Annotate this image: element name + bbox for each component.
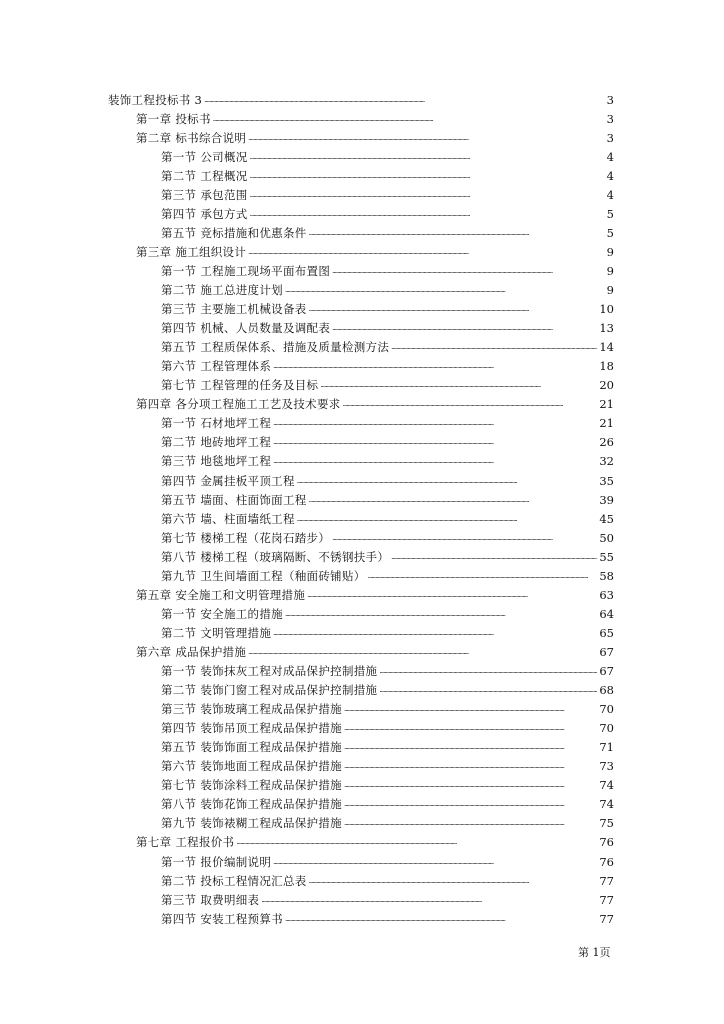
- toc-entry[interactable]: [161, 812, 614, 831]
- toc-dot-leader: [368, 569, 598, 583]
- toc-entry-page: 5: [606, 206, 614, 221]
- toc-entry-page: 10: [599, 302, 614, 317]
- toc-dot-leader: [273, 454, 597, 468]
- toc-dot-leader: [344, 740, 597, 754]
- toc-entry-page: 74: [599, 797, 614, 812]
- toc-entry-title: 第八节 装饰花饰工程成品保护措施: [161, 797, 342, 812]
- toc-entry[interactable]: [161, 355, 614, 374]
- toc-entry-page: 3: [606, 92, 614, 107]
- toc-dot-leader: [307, 588, 597, 602]
- toc-entry-page: 20: [599, 378, 614, 393]
- toc-dot-leader: [332, 321, 597, 335]
- toc-entry-title: 第四节 安装工程预算书: [161, 911, 283, 926]
- page-number-footer: 第 1页: [578, 946, 611, 959]
- toc-entry-page: 9: [606, 244, 614, 259]
- toc-entry[interactable]: [161, 298, 614, 317]
- toc-dot-leader: [297, 512, 598, 526]
- toc-entry[interactable]: [161, 545, 614, 564]
- toc-entry[interactable]: [161, 183, 614, 202]
- toc-dot-leader: [297, 474, 598, 488]
- toc-entry[interactable]: [161, 564, 614, 583]
- toc-entry[interactable]: [161, 907, 614, 926]
- toc-dot-leader: [261, 893, 597, 907]
- toc-dot-leader: [309, 226, 605, 240]
- toc-entry-title: 第四节 机械、人员数量及调配表: [161, 321, 331, 336]
- toc-entry[interactable]: [136, 583, 614, 602]
- toc-entry-title: 第一节 安全施工的措施: [161, 606, 283, 621]
- toc-entry-title: 第二章 标书综合说明: [136, 130, 247, 145]
- toc-entry-title: 第七节 楼梯工程（花岗石踏步）: [161, 530, 331, 545]
- toc-entry[interactable]: [136, 107, 614, 126]
- toc-entry[interactable]: [161, 755, 614, 774]
- toc-dot-leader: [248, 131, 605, 145]
- toc-dot-leader: [344, 702, 597, 716]
- toc-entry-page: 50: [599, 530, 614, 545]
- toc-entry[interactable]: [161, 698, 614, 717]
- toc-entry-title: 第三节 地毯地坪工程: [161, 454, 272, 469]
- toc-entry-title: 第三节 装饰玻璃工程成品保护措施: [161, 702, 342, 717]
- toc-entry-title: 第七节 装饰涂料工程成品保护措施: [161, 778, 342, 793]
- toc-entry-page: 3: [606, 111, 614, 126]
- toc-entry-page: 74: [599, 778, 614, 793]
- toc-entry-page: 68: [599, 683, 614, 698]
- toc-entry-title: 第三节 承包范围: [161, 187, 248, 202]
- toc-dot-leader: [391, 340, 597, 354]
- toc-entry-page: 4: [606, 149, 614, 164]
- toc-entry[interactable]: [161, 888, 614, 907]
- toc-entry-title: 第九节 卫生间墙面工程（釉面砖铺贴）: [161, 568, 366, 583]
- toc-entry-title: 第五节 墙面、柱面饰面工程: [161, 492, 307, 507]
- toc-entry-title: 第六节 装饰地面工程成品保护措施: [161, 759, 342, 774]
- toc-entry-page: 77: [599, 892, 614, 907]
- toc-entry[interactable]: [161, 259, 614, 278]
- toc-entry-page: 45: [599, 511, 614, 526]
- toc-entry-title: 第四节 金属挂板平顶工程: [161, 473, 295, 488]
- toc-entry-page: 14: [599, 340, 614, 355]
- toc-entry-title: 第四节 装饰吊顶工程成品保护措施: [161, 721, 342, 736]
- toc-entry-title: 第二节 装饰门窗工程对成品保护控制措施: [161, 683, 378, 698]
- toc-entry-page: 9: [606, 263, 614, 278]
- toc-dot-leader: [391, 550, 597, 564]
- toc-entry-title: 第三章 施工组织设计: [136, 244, 247, 259]
- toc-dot-leader: [213, 112, 605, 126]
- toc-entry[interactable]: [161, 717, 614, 736]
- toc-entry-title: 第七节 工程管理的任务及目标: [161, 378, 319, 393]
- toc-entry[interactable]: [161, 793, 614, 812]
- toc-entry-title: 第三节 取费明细表: [161, 892, 260, 907]
- toc-entry-title: 第一节 公司概况: [161, 149, 248, 164]
- toc-entry-page: 39: [599, 492, 614, 507]
- toc-entry[interactable]: [136, 393, 614, 412]
- toc-entry-page: 55: [599, 549, 614, 564]
- toc-entry-page: 13: [599, 321, 614, 336]
- toc-entry[interactable]: [161, 621, 614, 640]
- toc-entry-title: 第五节 装饰饰面工程成品保护措施: [161, 740, 342, 755]
- toc-entry[interactable]: [161, 145, 614, 164]
- toc-dot-leader: [344, 759, 597, 773]
- toc-dot-leader: [344, 797, 597, 811]
- toc-entry[interactable]: [161, 850, 614, 869]
- toc-dot-leader: [250, 188, 605, 202]
- toc-entry[interactable]: [161, 431, 614, 450]
- toc-entry-page: 70: [599, 702, 614, 717]
- toc-entry-title: 第八节 楼梯工程（玻璃隔断、不锈钢扶手）: [161, 549, 390, 564]
- toc-entry[interactable]: [161, 336, 614, 355]
- toc-entry[interactable]: [161, 317, 614, 336]
- toc-entry-page: 9: [606, 283, 614, 297]
- toc-dot-leader: [250, 150, 605, 164]
- toc-entry-page: 73: [599, 759, 614, 774]
- toc-dot-leader: [248, 245, 605, 259]
- toc-entry[interactable]: [161, 507, 614, 526]
- toc-entry-page: 76: [599, 854, 614, 869]
- toc-entry-page: 26: [599, 435, 614, 450]
- toc-entry[interactable]: [136, 831, 614, 850]
- toc-entry[interactable]: [161, 279, 614, 298]
- toc-entry-page: 58: [599, 568, 614, 583]
- toc-dot-leader: [273, 359, 597, 373]
- toc-entry-title: 第六节 墙、柱面墙纸工程: [161, 511, 295, 526]
- toc-entry-title: 第四节 承包方式: [161, 206, 248, 221]
- toc-dot-leader: [343, 397, 598, 411]
- toc-entry-title: 第五节 工程质保体系、措施及质量检测方法: [161, 340, 390, 355]
- toc-entry[interactable]: [161, 602, 614, 621]
- toc-entry-title: 第五章 安全施工和文明管理措施: [136, 587, 306, 602]
- toc-entry-page: 75: [599, 816, 614, 831]
- toc-entry[interactable]: [161, 202, 614, 221]
- toc-entry-page: 77: [599, 873, 614, 888]
- toc-dot-leader: [248, 645, 597, 659]
- toc-entry[interactable]: [161, 869, 614, 888]
- toc-entry-page: 32: [599, 454, 614, 469]
- toc-dot-leader: [236, 835, 597, 849]
- toc-entry-page: 3: [606, 130, 614, 145]
- toc-entry-title: 第九节 装饰裱糊工程成品保护措施: [161, 816, 342, 831]
- toc-entry-title: 第一节 装饰抹灰工程对成品保护控制措施: [161, 664, 378, 678]
- toc-dot-leader: [273, 435, 597, 449]
- toc-entry[interactable]: [161, 679, 614, 698]
- toc-dot-leader: [250, 207, 605, 221]
- toc-entry[interactable]: [108, 88, 614, 107]
- toc-dot-leader: [309, 302, 598, 316]
- toc-entry-page: 67: [599, 644, 614, 659]
- toc-entry-page: 21: [599, 416, 614, 431]
- toc-entry-page: 65: [599, 625, 614, 640]
- toc-dot-leader: [250, 169, 605, 183]
- toc-entry-page: 18: [599, 359, 614, 374]
- toc-entry-page: 77: [599, 911, 614, 926]
- toc-entry[interactable]: [161, 526, 614, 545]
- toc-entry-title: 第一节 工程施工现场平面布置图: [161, 263, 331, 278]
- toc-dot-leader: [332, 264, 605, 278]
- toc-entry-title: 第二节 投标工程情况汇总表: [161, 873, 307, 888]
- toc-dot-leader: [309, 493, 598, 507]
- toc-entry-title: 第一章 投标书: [136, 111, 211, 126]
- toc-dot-leader: [379, 683, 597, 697]
- toc-entry-title: 第二节 工程概况: [161, 168, 248, 183]
- toc-entry-page: 71: [599, 740, 614, 755]
- toc-entry-title: 第二节 施工总进度计划: [161, 283, 283, 297]
- toc-entry[interactable]: [136, 640, 614, 659]
- toc-dot-leader: [204, 93, 605, 107]
- toc-entry-title: 第六章 成品保护措施: [136, 644, 247, 659]
- toc-entry[interactable]: [161, 774, 614, 793]
- toc-dot-leader: [273, 626, 597, 640]
- toc-dot-leader: [344, 816, 597, 830]
- toc-entry-title: 第五节 竞标措施和优惠条件: [161, 225, 307, 240]
- toc-entry-page: 70: [599, 721, 614, 736]
- toc-entry[interactable]: [161, 660, 614, 679]
- toc-dot-leader: [344, 721, 597, 735]
- toc-dot-leader: [379, 664, 597, 678]
- toc-entry-title: 第六节 工程管理体系: [161, 359, 272, 374]
- toc-entry-page: 4: [606, 168, 614, 183]
- toc-entry-title: 装饰工程投标书 3: [108, 92, 203, 107]
- toc-entry-title: 第七章 工程报价书: [136, 835, 235, 850]
- toc-entry-title: 第一节 石材地坪工程: [161, 416, 272, 431]
- toc-entry[interactable]: [161, 221, 614, 240]
- toc-dot-leader: [285, 912, 597, 926]
- toc-dot-leader: [309, 874, 598, 888]
- toc-entry-title: 第一节 报价编制说明: [161, 854, 272, 869]
- toc-dot-leader: [320, 378, 597, 392]
- toc-entry-page: 64: [599, 606, 614, 621]
- toc-dot-leader: [344, 778, 597, 792]
- toc-entry-page: 21: [599, 397, 614, 412]
- toc-entry-title: 第三节 主要施工机械设备表: [161, 302, 307, 317]
- toc-dot-leader: [285, 283, 605, 297]
- toc-entry[interactable]: [161, 450, 614, 469]
- toc-entry-page: 67: [599, 664, 614, 678]
- toc-dot-leader: [273, 855, 597, 869]
- toc-entry[interactable]: [136, 126, 614, 145]
- toc-entry[interactable]: [161, 164, 614, 183]
- toc-entry[interactable]: [136, 240, 614, 259]
- toc-entry-title: 第二节 文明管理措施: [161, 625, 272, 640]
- toc-entry-page: 4: [606, 187, 614, 202]
- toc-entry-page: 76: [599, 835, 614, 850]
- toc-entry-page: 5: [606, 225, 614, 240]
- toc-dot-leader: [285, 607, 597, 621]
- toc-entry-title: 第四章 各分项工程施工工艺及技术要求: [136, 397, 341, 412]
- toc-entry-page: 63: [599, 587, 614, 602]
- toc-dot-leader: [332, 531, 597, 545]
- toc-entry[interactable]: [161, 736, 614, 755]
- toc-dot-leader: [273, 416, 597, 430]
- toc-entry[interactable]: [161, 412, 614, 431]
- toc-entry-title: 第二节 地砖地坪工程: [161, 435, 272, 450]
- toc-entry[interactable]: [161, 488, 614, 507]
- toc-entry-page: 35: [599, 473, 614, 488]
- toc-entry[interactable]: [161, 374, 614, 393]
- toc-entry[interactable]: [161, 469, 614, 488]
